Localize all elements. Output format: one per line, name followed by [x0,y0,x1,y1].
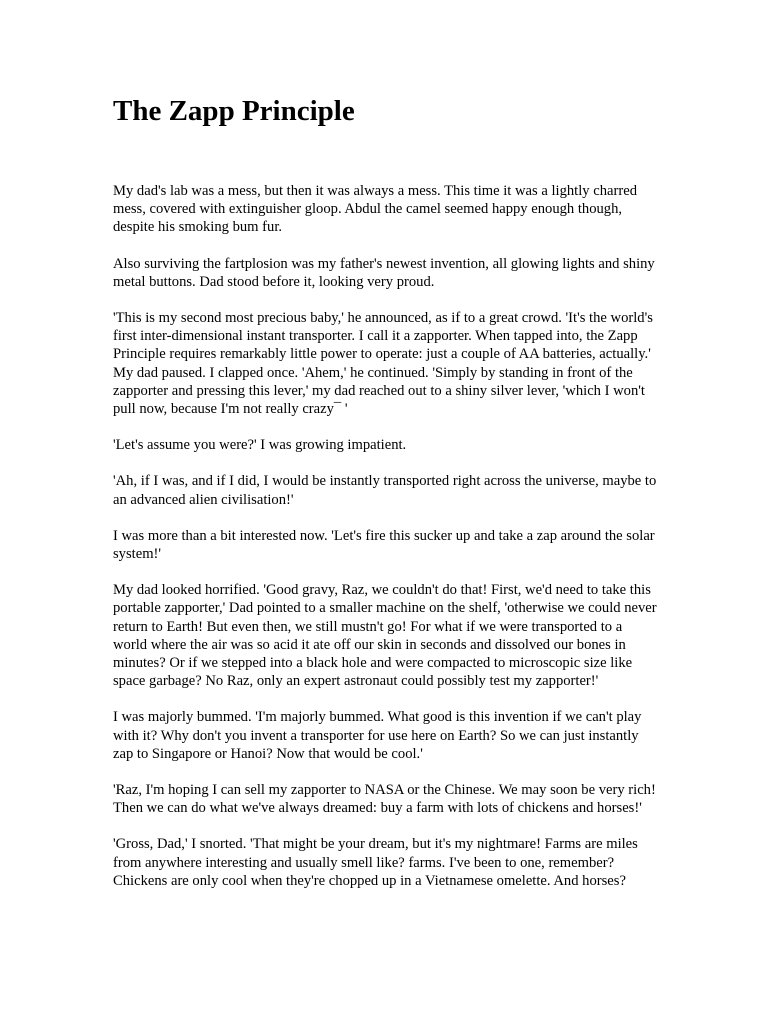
paragraph: Also surviving the fartplosion was my father's newest invention, all glowing lights and shiny metal buttons. Dad stood before it, looking very proud. [113,255,655,290]
paragraph: 'Let's assume you were?' I was growing impatient. [113,437,407,454]
paragraph: 'Raz, I'm hoping I can sell my zapporter to NASA or the Chinese. We may soon be very rich! Then we can do what we've always dreamed: buy a farm with lots of chickens and horses!' [113,782,656,817]
document-title: The Zapp Principle [113,95,355,127]
paragraph: I was majorly bummed. 'I'm majorly bummed. What good is this invention if we can't play with it? Why don't you invent a transporter for use here on Earth? So we can just instantly zap to Singapore or Hanoi? Now that would be cool.' [113,709,642,762]
document-body [113,182,658,908]
paragraph: I was more than a bit interested now. 'Let's fire this sucker up and take a zap around the solar system!' [113,527,655,563]
paragraph: My dad looked horrified. 'Good gravy, Raz, we couldn't do that! First, we'd need to take this portable zapporter,' Dad pointed to a smaller machine on the shelf, 'otherwise we could never return to Earth! But even then, we still mustn't go! For what if we were transported to a world where the air was so acid it ate off our skin in seconds and dissolved our bones in minutes? Or if we stepped into a black hole and were compacted to microscopic size like space garbage? No Raz, only an expert astronaut could possibly test my zapporter!' [113,582,657,690]
paragraph: 'This is my second most precious baby,' he announced, as if to a great crowd. 'It's the world's first inter-dimensional instant transporter. I call it a zapporter. When tapped into, the Zapp Principle requires remarkably little power to operate: just a couple of AA batteries, actually.' My dad paused. I clapped once. 'Ahem,' he continued. 'Simply by standing in front of the zapporter and pressing this lever,' my dad reached out to a shiny silver lever, 'which I won't pull now, because I'm not really crazy¯ ' [113,310,653,418]
paragraph: 'Ah, if I was, and if I did, I would be instantly transported right across the universe, maybe to an advanced alien civilisation!' [113,473,657,508]
paragraph: My dad's lab was a mess, but then it was always a mess. This time it was a lightly charred mess, covered with extinguisher gloop. Abdul the camel seemed happy enough though, despite his smoking bum fur. [113,183,637,236]
paragraph: 'Gross, Dad,' I snorted. 'That might be your dream, but it's my nightmare! Farms are miles from anywhere interesting and usually smell like? farms. I've been to one, remember? Chickens are only cool when they're chopped up in a Vietnamese omelette. And horses? [113,836,638,889]
